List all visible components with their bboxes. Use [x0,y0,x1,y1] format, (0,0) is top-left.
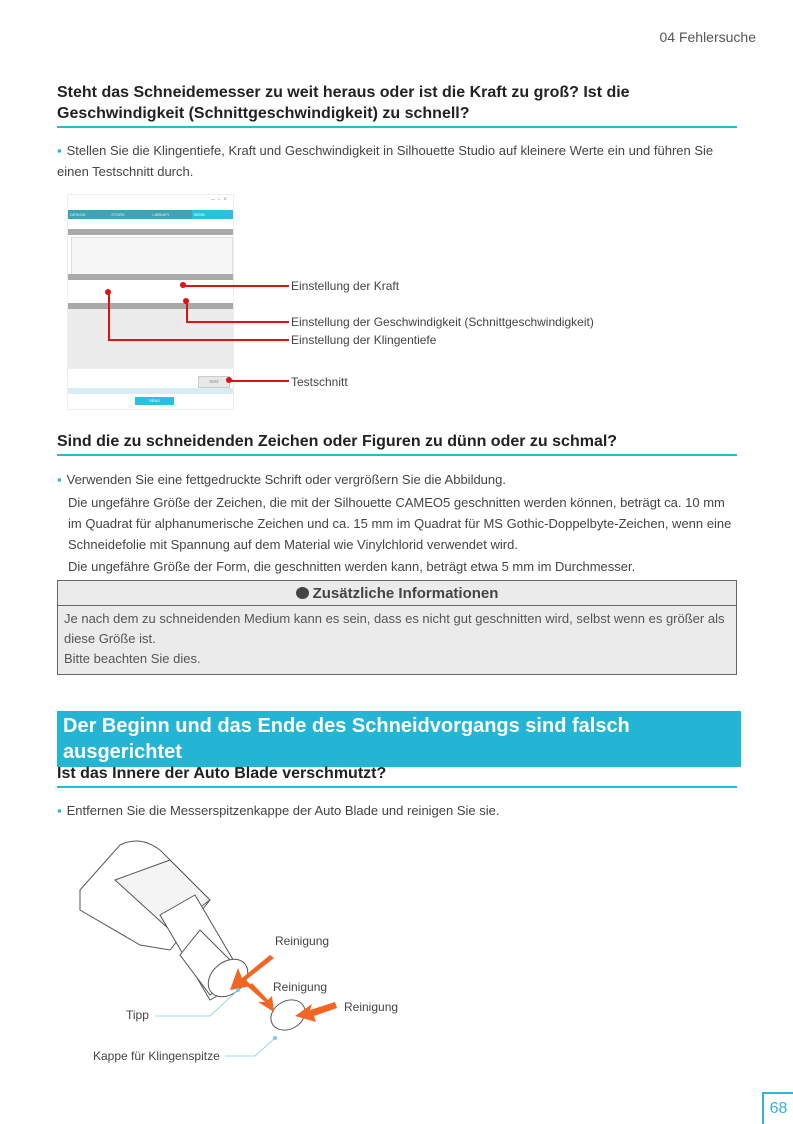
material-panel [71,237,233,275]
bullet-bold-font [57,469,737,490]
carriage-bar [68,229,233,235]
paragraph-shape-size: Die ungefähre Größe der Form, die geschnitten werden kann, beträgt etwa 5 mm im Durchmesser. [68,559,636,574]
page-number: 68 [762,1092,793,1124]
callout-line-force [183,285,289,287]
section-heading-blade-force: Steht das Schneidemesser zu weit heraus oder ist die Kraft zu groß? Ist die Geschwindigkeit (Schnittgeschwindigkeit) zu schnell? [57,82,737,128]
tab-design: DESIGN [70,212,86,217]
bullet-icon: ▪ [57,803,62,818]
silhouette-studio-screenshot [67,194,234,410]
callout-line-depth-vert [108,292,110,340]
bullet-text: Verwenden Sie eine fettgedruckte Schrift oder vergrößern Sie die Abbildung. [66,472,506,487]
speech-bubble-icon [296,587,309,599]
label-blade-cap: Kappe für Klingenspitze [93,1049,220,1063]
label-cleaning-2: Reinigung [273,980,328,994]
bullet-text: Stellen Sie die Klingentiefe, Kraft und Geschwindigkeit in Silhouette Studio auf kleinere Werte ein und führen Sie einen Testschnitt durch. [57,143,714,179]
label-cleaning-1: Reinigung [275,934,330,948]
callout-force: Einstellung der Kraft [291,279,400,293]
auto-blade-illustration [60,830,420,1070]
info-box-body [58,606,736,674]
label-tip: Tipp [126,1008,149,1022]
additional-info-box [57,580,737,675]
bullet-icon: ▪ [57,472,62,487]
callout-dot-force [180,282,186,288]
send-button: SEND [135,397,174,405]
callout-depth: Einstellung der Klingentiefe [291,333,437,347]
bullet-icon: ▪ [57,143,62,158]
tab-library: LIBRARY [152,212,170,217]
bullet-text: Entfernen Sie die Messerspitzenkappe der Auto Blade und reinigen Sie sie. [66,803,500,818]
callout-line-speed [186,321,289,323]
bullet-adjust-settings [57,140,737,182]
paragraph-character-size: Die ungefähre Größe der Zeichen, die mit der Silhouette CAMEO5 geschnitten werden können, beträgt ca. 10 mm im Quadrat für alphanumerische Zeichen und ca. 15 mm im Quadrat für MS Gothic-Doppelbyte-Zeichen, wenn eine Schneidefolie mit Spannung auf dem Material wie Vinylchlorid verwendet wird. [68,495,732,552]
callout-line-depth [108,339,289,341]
chapter-label: 04 Fehlersuche [659,29,756,45]
callout-dot-test [226,377,232,383]
status-bar [68,388,233,394]
label-cleaning-3: Reinigung [344,1000,399,1014]
studio-tabs [68,210,233,219]
info-box-title: Zusätzliche Informationen [312,585,499,602]
callout-speed: Einstellung der Geschwindigkeit (Schnittgeschwindigkeit) [291,315,594,329]
info-line-2: Bitte beachten Sie dies. [64,651,201,666]
material-bar [68,274,233,280]
section-heading-auto-blade: Ist das Innere der Auto Blade verschmutzt? [57,763,737,788]
callout-test: Testschnitt [291,375,348,389]
callout-dot-depth [105,289,111,295]
section-heading-thin-characters: Sind die zu schneidenden Zeichen oder Figuren zu dünn oder zu schmal? [57,431,737,456]
tab-send: SEND [192,210,233,219]
callout-line-test [229,380,289,382]
bullet-clean-cap [57,800,737,821]
chapter-heading-misalignment: Der Beginn und das Ende des Schneidvorgangs sind falsch ausgerichtet [57,711,741,767]
info-box-header [58,581,736,606]
tab-store: STORE [111,212,125,217]
callout-dot-speed [183,298,189,304]
window-controls: – ▫ × [211,197,227,203]
info-line-1: Je nach dem zu schneidenden Medium kann es sein, dass es nicht gut geschnitten wird, selbst wenn es größer als diese Größe ist. [64,611,725,646]
test-button: TEST [198,376,230,388]
